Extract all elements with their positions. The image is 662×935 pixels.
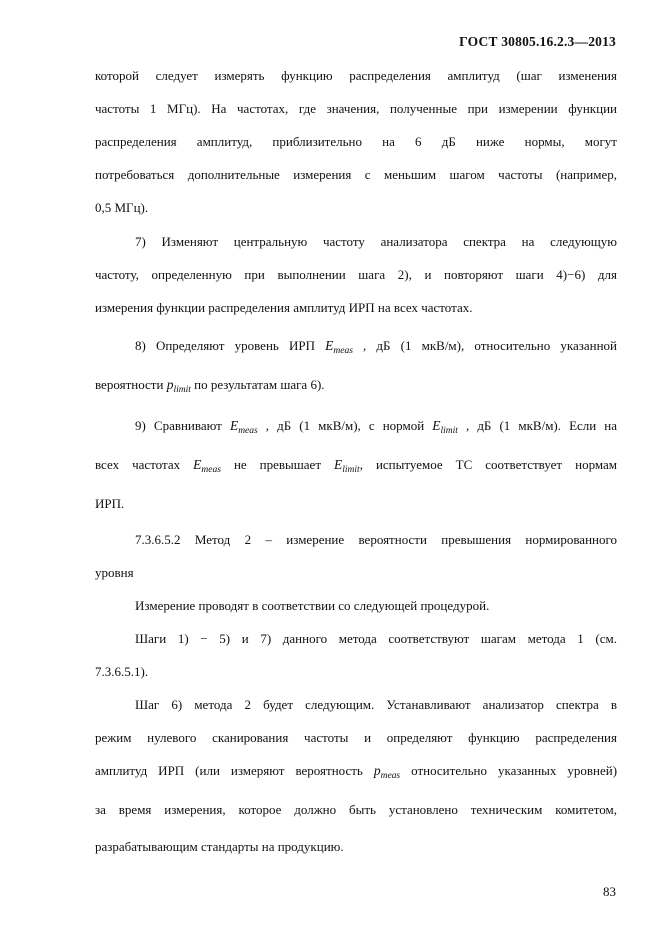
text-line: распределения амплитуд, приблизительно на 6 дБ ниже нормы, могут bbox=[95, 134, 617, 149]
text-line: за время измерения, которое должно быть установлено техническим комитетом, bbox=[95, 802, 617, 817]
subscript-limit: limit bbox=[173, 385, 191, 395]
text-line: разрабатывающим стандарты на продукцию. bbox=[95, 839, 344, 854]
text-line: которой следует измерять функцию распределения амплитуд (шаг изменения bbox=[95, 68, 617, 83]
symbol-e: E bbox=[193, 457, 202, 472]
text-line: измерения функции распределения амплитуд ИРП на всех частотах. bbox=[95, 300, 473, 315]
subscript-meas: meas bbox=[201, 465, 221, 475]
text-line bbox=[95, 455, 617, 475]
subscript-limit: limit bbox=[342, 465, 360, 475]
text-span: амплитуд ИРП (или измеряют вероятность bbox=[95, 763, 363, 778]
text-span: 8) Определяют уровень ИРП bbox=[135, 338, 315, 353]
text-line: Шаг 6) метода 2 будет следующим. Устанавливают анализатор спектра в bbox=[135, 697, 617, 712]
page-number: 83 bbox=[603, 884, 616, 899]
subscript-meas: meas bbox=[238, 426, 258, 436]
symbol-p: p bbox=[373, 763, 381, 778]
text-line: частоты 1 МГц). На частотах, где значения, полученные при измерении функции bbox=[95, 101, 617, 116]
symbol-e: E bbox=[229, 418, 239, 433]
text-span: , дБ (1 мкВ/м). Если на bbox=[466, 418, 618, 433]
text-span: всех частотах bbox=[95, 457, 181, 472]
symbol-e: E bbox=[334, 457, 343, 472]
text-line bbox=[95, 336, 617, 356]
subscript-limit: limit bbox=[440, 426, 458, 436]
text-line: частоту, определенную при выполнении шага 2), и повторяют шаги 4)−6) для bbox=[95, 267, 617, 282]
text-line bbox=[95, 375, 617, 395]
text-span: 9) Сравнивают bbox=[135, 418, 222, 433]
text-line: Шаги 1) − 5) и 7) данного метода соответствуют шагам метода 1 (см. bbox=[135, 631, 617, 646]
text-span: , испытуемое ТС соответствует нормам bbox=[359, 457, 618, 472]
text-span: по результатам шага 6). bbox=[194, 377, 325, 392]
section-heading-cont: уровня bbox=[95, 565, 134, 580]
text-span: относительно указанных уровней) bbox=[411, 763, 618, 778]
text-span: не превышает bbox=[233, 457, 321, 472]
section-heading: 7.3.6.5.2 Метод 2 – измерение вероятности превышения нормированного bbox=[135, 532, 617, 547]
document-header: ГОСТ 30805.16.2.3—2013 bbox=[459, 34, 616, 49]
text-line: Измерение проводят в соответствии со следующей процедурой. bbox=[135, 598, 490, 613]
text-line: 7.3.6.5.1). bbox=[95, 664, 149, 679]
text-span: вероятности bbox=[95, 377, 164, 392]
symbol-e: E bbox=[432, 418, 441, 433]
text-line: потребоваться дополнительные измерения с меньшим шагом частоты (например, bbox=[95, 167, 617, 182]
text-line: 7) Изменяют центральную частоту анализатора спектра на следующую bbox=[135, 234, 617, 249]
text-line: 0,5 МГц). bbox=[95, 200, 149, 215]
text-line bbox=[95, 416, 617, 436]
symbol-p: p bbox=[166, 377, 174, 392]
subscript-meas: meas bbox=[380, 771, 401, 781]
subscript-meas: meas bbox=[333, 346, 353, 356]
text-line bbox=[95, 761, 617, 781]
symbol-e: E bbox=[325, 338, 334, 353]
text-span: , дБ (1 мкВ/м), с нормой bbox=[265, 418, 425, 433]
text-line: режим нулевого сканирования частоты и определяют функцию распределения bbox=[95, 730, 617, 745]
text-span: , дБ (1 мкВ/м), относительно указанной bbox=[363, 338, 618, 353]
text-line: ИРП. bbox=[95, 496, 125, 511]
